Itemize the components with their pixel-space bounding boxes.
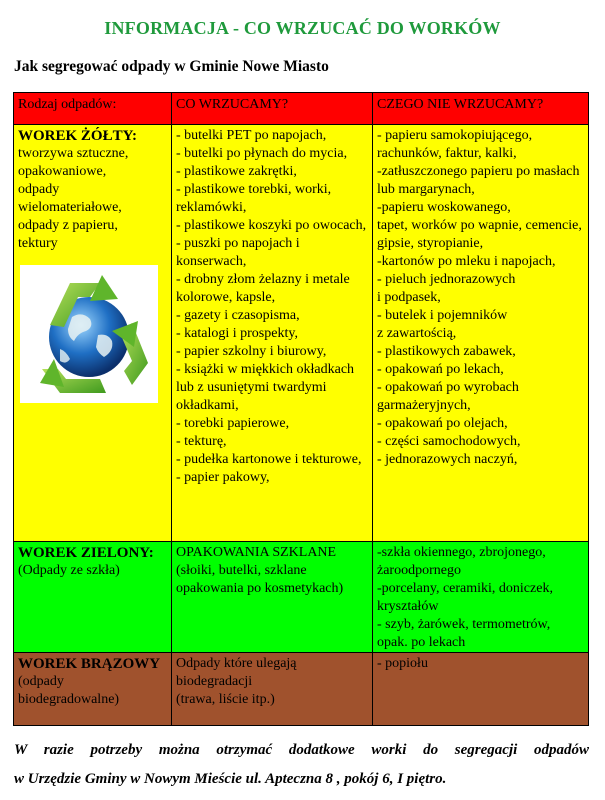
table-header-row xyxy=(14,93,589,125)
list-item: - torebki papierowe, xyxy=(176,416,290,431)
yellow-reject-list xyxy=(377,127,584,469)
recycling-logo-svg xyxy=(20,265,158,403)
list-item: - popiołu xyxy=(377,656,428,671)
brown-bag-name: WOREK BRĄZOWY xyxy=(18,656,161,672)
yellow-accept-list xyxy=(176,127,368,487)
list-item: -porcelany, ceramiki, doniczek, kryształów xyxy=(377,581,553,614)
brown-reject-cell xyxy=(373,653,589,726)
list-item: - papieru samokopiującego, rachunków, faktur, kalki, xyxy=(377,128,533,161)
list-item: - jednorazowych naczyń, xyxy=(377,452,518,467)
green-accept-desc: (słoiki, butelki, szklane opakowania po kosmetykach) xyxy=(176,563,344,596)
green-bag-name: WOREK ZIELONY: xyxy=(18,545,154,561)
list-item: -szkła okiennego, zbrojonego, żaroodpornego xyxy=(377,545,546,578)
list-item: -zatłuszczonego papieru po masłach lub margarynach, xyxy=(377,164,580,197)
list-item: -kartonów po mleku i napojach, xyxy=(377,254,556,269)
page-title: INFORMACJA - CO WRZUCAĆ DO WORKÓW xyxy=(104,18,501,38)
green-accept-title: OPAKOWANIA SZKLANE xyxy=(176,545,337,560)
brown-accept-list xyxy=(176,655,368,709)
brown-bag-row xyxy=(14,653,589,726)
list-item: - butelek i pojemników xyxy=(377,308,508,323)
list-item: - tekturę, xyxy=(176,434,227,449)
brown-reject-list xyxy=(377,655,584,673)
list-item: Odpady które ulegają biodegradacji xyxy=(176,656,297,689)
yellow-bag-row xyxy=(14,125,589,542)
green-reject-list xyxy=(377,544,584,652)
list-item: - katalogi i prospekty, xyxy=(176,326,298,341)
list-item: - książki w miękkich okładkach lub z usuniętymi twardymi okładkami, xyxy=(176,362,355,413)
green-bag-row xyxy=(14,542,589,653)
yellow-desc-line: wielomateriałowe, xyxy=(18,200,122,215)
header-reject: CZEGO NIE WRZUCAMY? xyxy=(373,93,589,125)
footer-line-1: W razie potrzeby można otrzymać dodatkowe worki do segregacji odpadów xyxy=(14,742,589,758)
recycling-globe-icon xyxy=(20,265,158,403)
green-bag-desc: (Odpady ze szkła) xyxy=(18,563,120,578)
footer-note xyxy=(14,736,589,794)
list-item: tapet, worków po wapnie, cemencie, gipsie, styropianie, xyxy=(377,218,582,251)
list-item: - pieluch jednorazowych xyxy=(377,272,516,287)
brown-accept-cell xyxy=(172,653,373,726)
list-item: z zawartością, xyxy=(377,326,457,341)
page-subtitle: Jak segregować odpady w Gminie Nowe Miasto xyxy=(14,58,329,75)
yellow-desc-line: tektury xyxy=(18,236,58,251)
list-item: - części samochodowych, xyxy=(377,434,521,449)
list-item: - papier pakowy, xyxy=(176,470,270,485)
list-item: - pudełka kartonowe i tekturowe, xyxy=(176,452,362,467)
yellow-desc-line: odpady xyxy=(18,182,60,197)
list-item: - butelki PET po napojach, xyxy=(176,128,327,143)
green-accept-cell xyxy=(172,542,373,653)
list-item: - plastikowych zabawek, xyxy=(377,344,516,359)
list-item: - papier szkolny i biurowy, xyxy=(176,344,327,359)
yellow-desc-line: tworzywa sztuczne, xyxy=(18,146,129,161)
yellow-bag-name: WOREK ŻÓŁTY: xyxy=(18,128,138,144)
yellow-desc-line: opakowaniowe, xyxy=(18,164,107,179)
list-item: -papieru woskowanego, xyxy=(377,200,511,215)
list-item: - opakowań po wyrobach garmażeryjnych, xyxy=(377,380,519,413)
yellow-accept-cell xyxy=(172,125,373,542)
yellow-bag-cell xyxy=(14,125,172,542)
list-item: - butelki po płynach do mycia, xyxy=(176,146,348,161)
list-item: - opakowań po lekach, xyxy=(377,362,504,377)
brown-bag-cell xyxy=(14,653,172,726)
list-item: - plastikowe torebki, worki, reklamówki, xyxy=(176,182,332,215)
list-item: - drobny złom żelazny i metale kolorowe, kapsle, xyxy=(176,272,350,305)
list-item: - szyb, żarówek, termometrów, opak. po lekach xyxy=(377,617,551,650)
brown-bag-desc: (odpady biodegradowalne) xyxy=(18,674,120,707)
header-type: Rodzaj odpadów: xyxy=(14,93,172,125)
list-item: - puszki po napojach i konserwach, xyxy=(176,236,300,269)
list-item: - gazety i czasopisma, xyxy=(176,308,300,323)
yellow-reject-cell xyxy=(373,125,589,542)
list-item: - plastikowe zakrętki, xyxy=(176,164,297,179)
list-item: (trawa, liście itp.) xyxy=(176,692,275,707)
waste-table xyxy=(13,92,589,726)
list-item: - opakowań po olejach, xyxy=(377,416,508,431)
list-item: i podpasek, xyxy=(377,290,441,305)
yellow-bag-desc xyxy=(18,145,167,253)
header-accept: CO WRZUCAMY? xyxy=(172,93,373,125)
green-reject-cell xyxy=(373,542,589,653)
green-bag-cell xyxy=(14,542,172,653)
footer-line-2: w Urzędzie Gminy w Nowym Mieście ul. Apteczna 8 , pokój 6, I piętro. xyxy=(14,771,447,787)
list-item: - plastikowe koszyki po owocach, xyxy=(176,218,367,233)
yellow-desc-line: odpady z papieru, xyxy=(18,218,118,233)
